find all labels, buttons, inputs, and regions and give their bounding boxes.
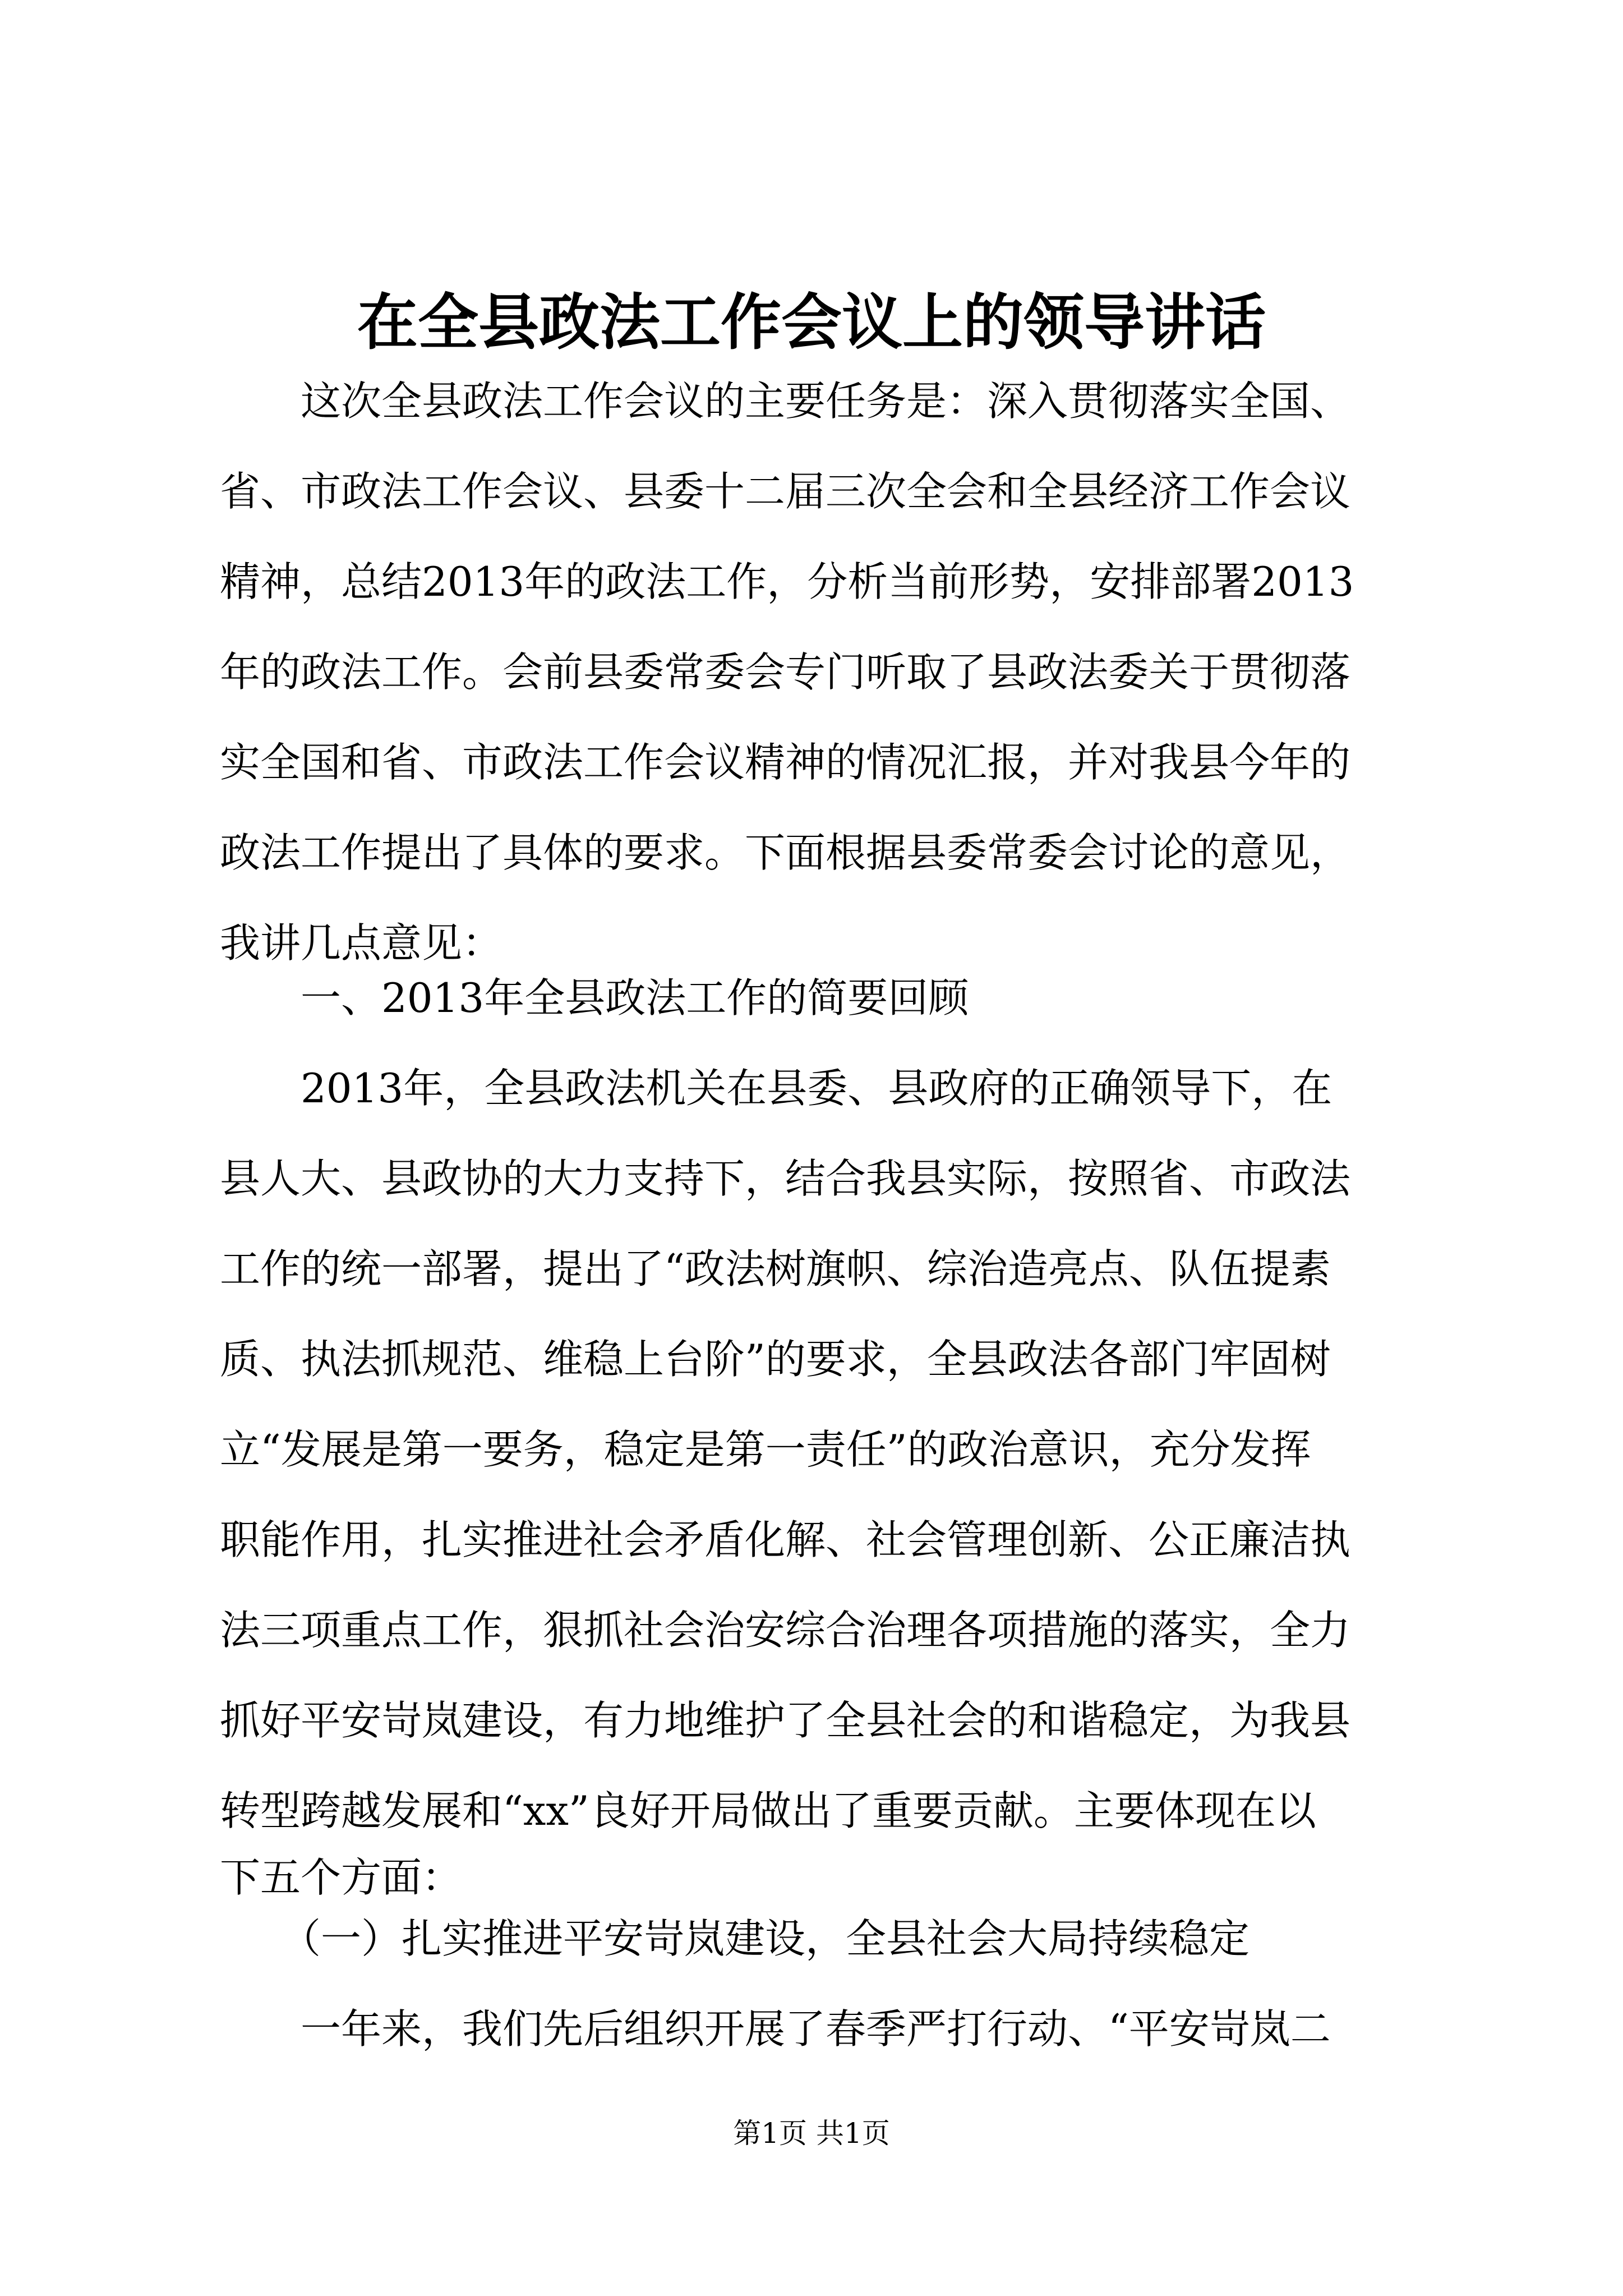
body-line: 抓好平安岢岚建设，有力地维护了全县社会的和谐稳定，为我县 — [220, 1697, 1351, 1744]
body-line: 下五个方面： — [220, 1854, 463, 1901]
page-footer: 第1页 共1页 — [733, 2117, 890, 2150]
body-line: 一年来，我们先后组织开展了春季严打行动、“平安岢岚二 — [220, 2005, 1331, 2053]
body-line: 2013年，全县政法机关在县委、县政府的正确领导下，在 — [220, 1065, 1332, 1112]
body-line: 我讲几点意见： — [220, 919, 503, 967]
section-heading: 一、2013年全县政法工作的简要回顾 — [220, 974, 969, 1022]
document-title: 在全县政法工作会议上的领导讲话 — [357, 287, 1266, 358]
body-line: 县人大、县政协的大力支持下，结合我县实际，按照省、市政法 — [220, 1155, 1351, 1202]
body-line: 法三项重点工作，狠抓社会治安综合治理各项措施的落实，全力 — [220, 1607, 1351, 1654]
subsection-heading: （一）扎实推进平安岢岚建设，全县社会大局持续稳定 — [220, 1915, 1250, 1962]
body-line: 转型跨越发展和“xx”良好开局做出了重要贡献。主要体现在以 — [220, 1787, 1316, 1834]
body-line: 这次全县政法工作会议的主要任务是：深入贯彻落实全国、 — [220, 378, 1351, 425]
body-line: 省、市政法工作会议、县委十二届三次全会和全县经济工作会议 — [220, 468, 1351, 515]
body-line: 精神，总结2013年的政法工作，分析当前形势，安排部署2013 — [220, 558, 1354, 605]
body-line: 年的政法工作。会前县委常委会专门听取了县政法委关于贯彻落 — [220, 648, 1351, 696]
body-line: 工作的统一部署，提出了“政法树旗帜、综治造亮点、队伍提素 — [220, 1245, 1331, 1292]
body-line: 立“发展是第一要务，稳定是第一责任”的政治意识，充分发挥 — [220, 1426, 1311, 1473]
body-line: 政法工作提出了具体的要求。下面根据县委常委会讨论的意见， — [220, 829, 1351, 876]
body-line: 实全国和省、市政法工作会议精神的情况汇报，并对我县今年的 — [220, 739, 1351, 786]
body-line: 质、执法抓规范、维稳上台阶”的要求，全县政法各部门牢固树 — [220, 1336, 1331, 1383]
body-line: 职能作用，扎实推进社会矛盾化解、社会管理创新、公正廉洁执 — [220, 1516, 1351, 1563]
